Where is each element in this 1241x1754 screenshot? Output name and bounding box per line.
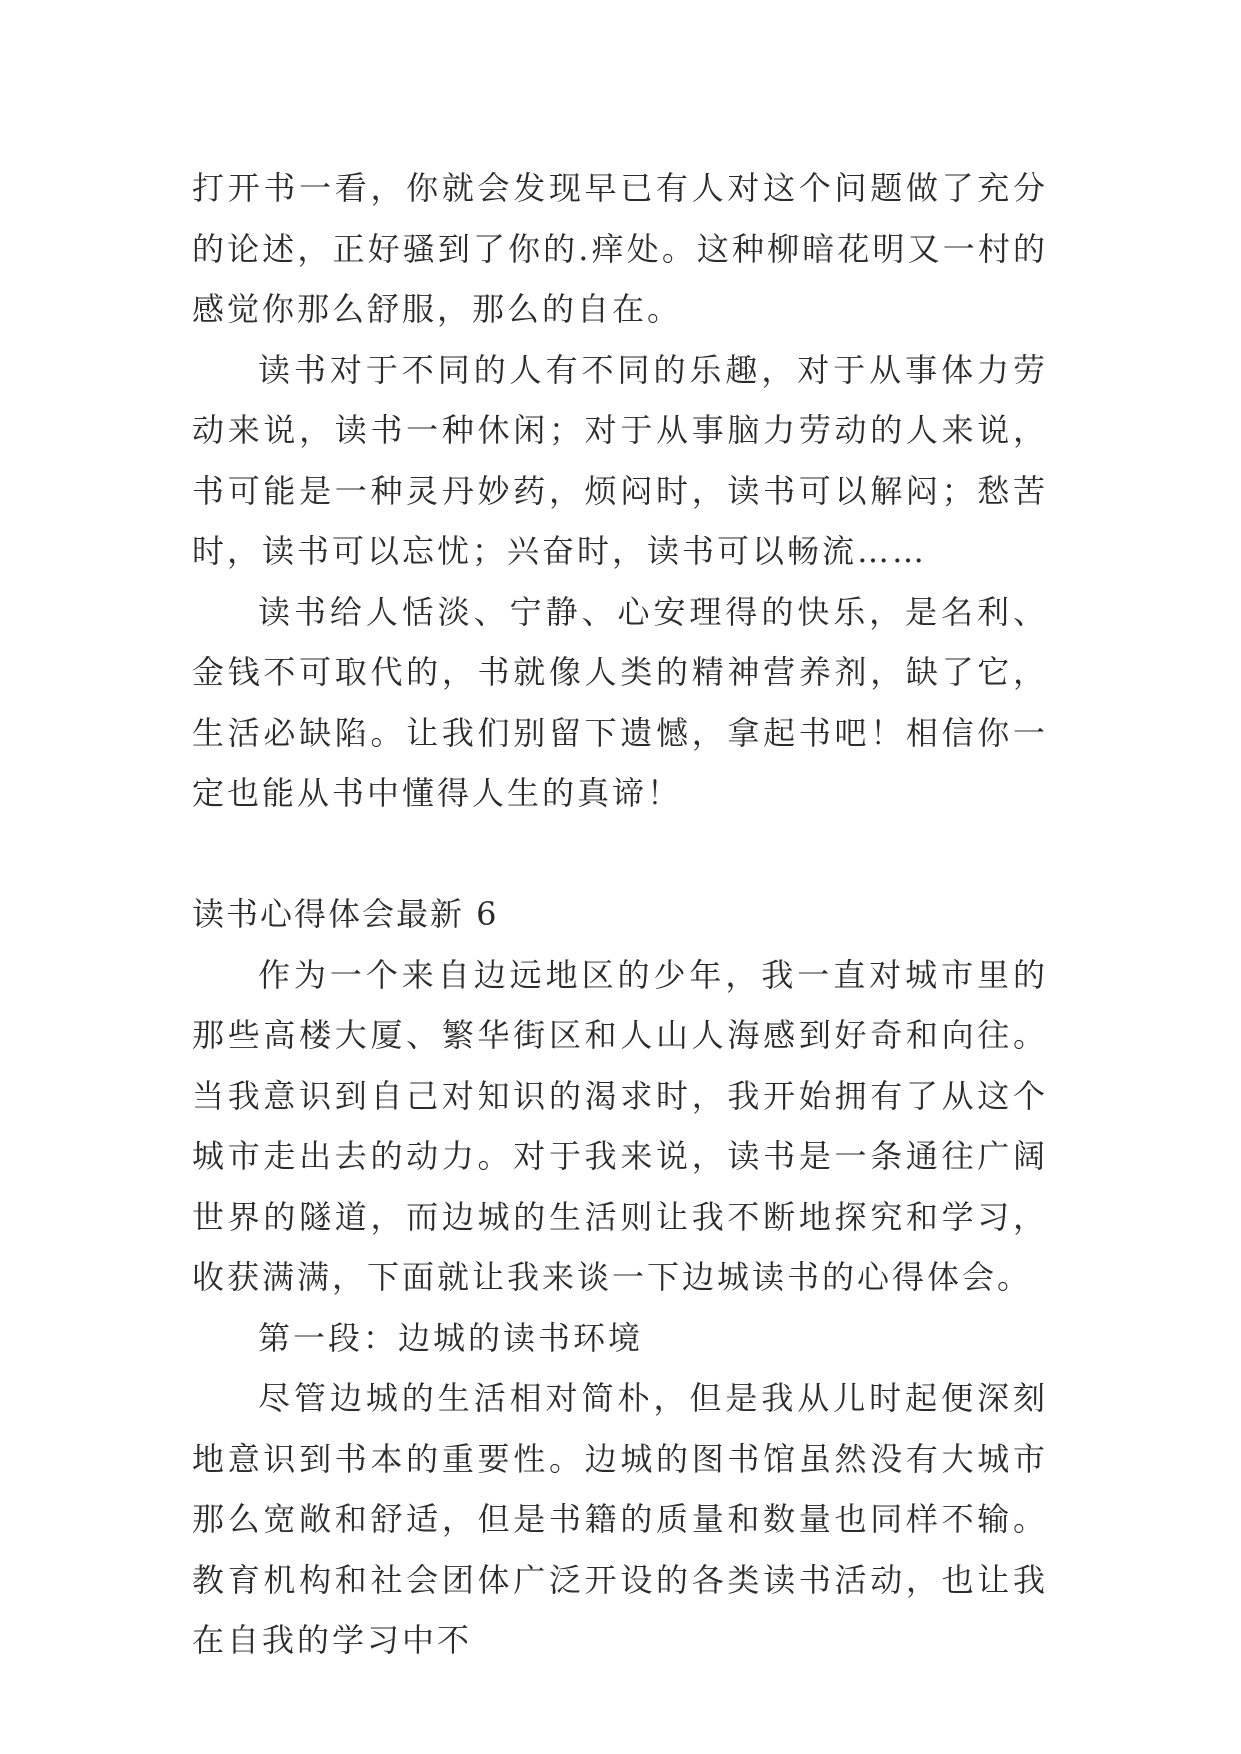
paragraph-reading-environment: 尽管边城的生活相对简朴，但是我从儿时起便深刻地意识到书本的重要性。边城的图书馆虽然没有大城市那么宽敞和舒适，但是书籍的质量和数量也同样不输。教育机构和社会团体广泛开设的各类读书活动，也让我在自我的学习中不 xyxy=(192,1379,1048,1659)
document-body xyxy=(192,158,1048,1671)
paragraph-border-town-intro: 作为一个来自边远地区的少年，我一直对城市里的那些高楼大厦、繁华街区和人山人海感到好奇和向往。当我意识到自己对知识的渴求时，我开始拥有了从这个城市走出去的动力。对于我来说，读书是一条通往广阔世界的隧道，而边城的生活则让我不断地探究和学习，收获满满，下面就让我来谈一下边城读书的心得体会。 xyxy=(192,955,1048,1296)
paragraph-continued: 打开书一看，你就会发现早已有人对这个问题做了充分的论述，正好骚到了你的.痒处。这种柳暗花明又一村的感觉你那么舒服，那么的自在。 xyxy=(192,169,1048,328)
section-spacer xyxy=(192,824,1048,885)
subheading-reading-environment: 第一段：边城的读书环境 xyxy=(258,1318,644,1357)
paragraph-reading-happiness: 读书给人恬淡、宁静、心安理得的快乐，是名利、金钱不可取代的，书就像人类的精神营养剂，缺了它，生活必缺陷。让我们别留下遗憾，拿起书吧！相信你一定也能从书中懂得人生的真谛！ xyxy=(192,592,1048,812)
section-title: 读书心得体会最新 6 xyxy=(192,895,499,933)
paragraph-reading-pleasure: 读书对于不同的人有不同的乐趣，对于从事体力劳动来说，读书一种休闲；对于从事脑力劳动的人来说，书可能是一种灵丹妙药，烦闷时，读书可以解闷；愁苦时，读书可以忘忧；兴奋时，读书可以畅流…… xyxy=(192,350,1048,570)
